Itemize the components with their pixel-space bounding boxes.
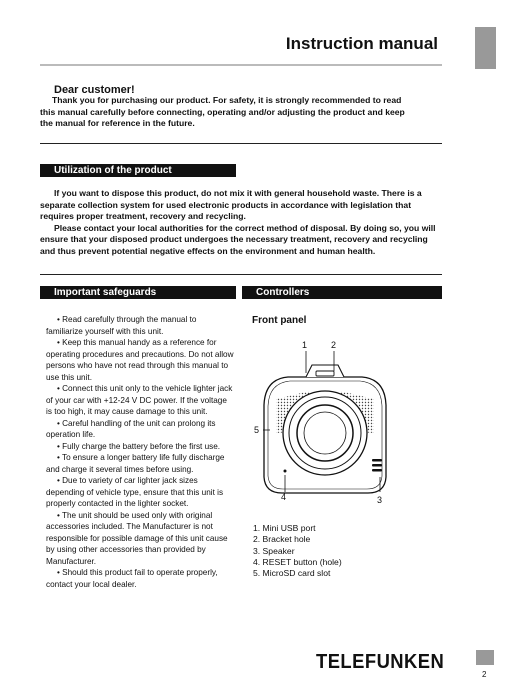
safeguard-item: • Fully charge the battery before the first use.	[57, 441, 221, 451]
safeguard-item: • Connect this unit only to the vehicle lighter jack of your car with +12-24 V DC power. If the voltage is too high, it may cause damage to this unit.	[46, 384, 233, 416]
parts-list	[253, 523, 342, 579]
speaker-slots	[372, 459, 382, 472]
front-panel-title: Front panel	[252, 315, 307, 326]
front-panel-diagram	[250, 335, 400, 515]
divider	[40, 274, 442, 275]
callout-3: 3	[377, 495, 383, 505]
callout-4: 4	[281, 492, 287, 502]
usb-port	[316, 371, 334, 376]
safeguard-item: • Due to variety of car lighter jack sizes depending of vehicle type, ensure that this unit is properly contacted in the lighter socket.	[46, 476, 224, 508]
callout-2: 2	[331, 340, 337, 350]
part-item: 5. MicroSD card slot	[253, 568, 331, 579]
part-item: 2. Bracket hole	[253, 534, 311, 545]
page-number: 2	[482, 670, 487, 679]
section-tab-marker	[475, 27, 496, 69]
part-item: 4. RESET button (hole)	[253, 556, 342, 567]
part-item: 3. Speaker	[253, 545, 295, 556]
section-heading-controllers: Controllers	[242, 286, 442, 299]
intro-line: Thank you for purchasing our product. For safety, it is strongly recommended to read	[52, 95, 402, 105]
safeguard-item: • Careful handling of the unit can prolong its operation life.	[46, 418, 216, 439]
section-heading-utilization: Utilization of the product	[40, 164, 236, 177]
lens-inner	[304, 412, 346, 454]
page-title: Instruction manual	[285, 34, 438, 53]
callout-5: 5	[254, 425, 260, 435]
section-heading-safeguards: Important safeguards	[40, 286, 236, 299]
part-item: 1. Mini USB port	[253, 523, 316, 533]
safeguard-item: • Should this product fail to operate properly, contact your local dealer.	[46, 568, 218, 589]
greeting: Dear customer!	[54, 84, 135, 96]
utilization-paragraph: Please contact your local authorities for the correct method of disposal. By doing so, you will ensure that your disposed product undergoes the necessary treatment, recovery and recycling and thus prevent potential negative effects on the environment and human health.	[40, 222, 436, 256]
footer-tab-marker	[476, 650, 494, 665]
safeguard-item: • Keep this manual handy as a reference for operating procedures and precautions. Do not allow persons who have not read through this manual to use this unit.	[46, 338, 234, 382]
intro-line: the manual for reference in the future.	[40, 118, 195, 128]
utilization-paragraph: If you want to dispose this product, do not mix it with general household waste. There is a separate collection system for used electronic products in accordance with legislation that requires proper treatment, recovery and recycling.	[40, 188, 422, 222]
intro-line: this manual carefully before connecting, operating and/or adjusting the product and keep	[40, 106, 405, 117]
reset-hole	[284, 470, 287, 473]
safeguard-item: • Read carefully through the manual to familiarize yourself with this unit.	[46, 315, 197, 336]
brand-logo: TELEFUNKEN	[316, 651, 445, 673]
callout-1: 1	[302, 340, 308, 350]
intro-text	[40, 95, 444, 130]
safeguards-list	[46, 314, 234, 590]
header-rule	[40, 64, 442, 66]
safeguard-item: • To ensure a longer battery life fully discharge and charge it several times before using.	[46, 453, 225, 474]
utilization-text	[40, 188, 444, 258]
safeguard-item: • The unit should be used only with original accessories included. The Manufacturer is not responsible for possible damage of this unit cause by using other accessories than provided by Manufacturer.	[46, 510, 228, 566]
divider	[40, 143, 442, 144]
